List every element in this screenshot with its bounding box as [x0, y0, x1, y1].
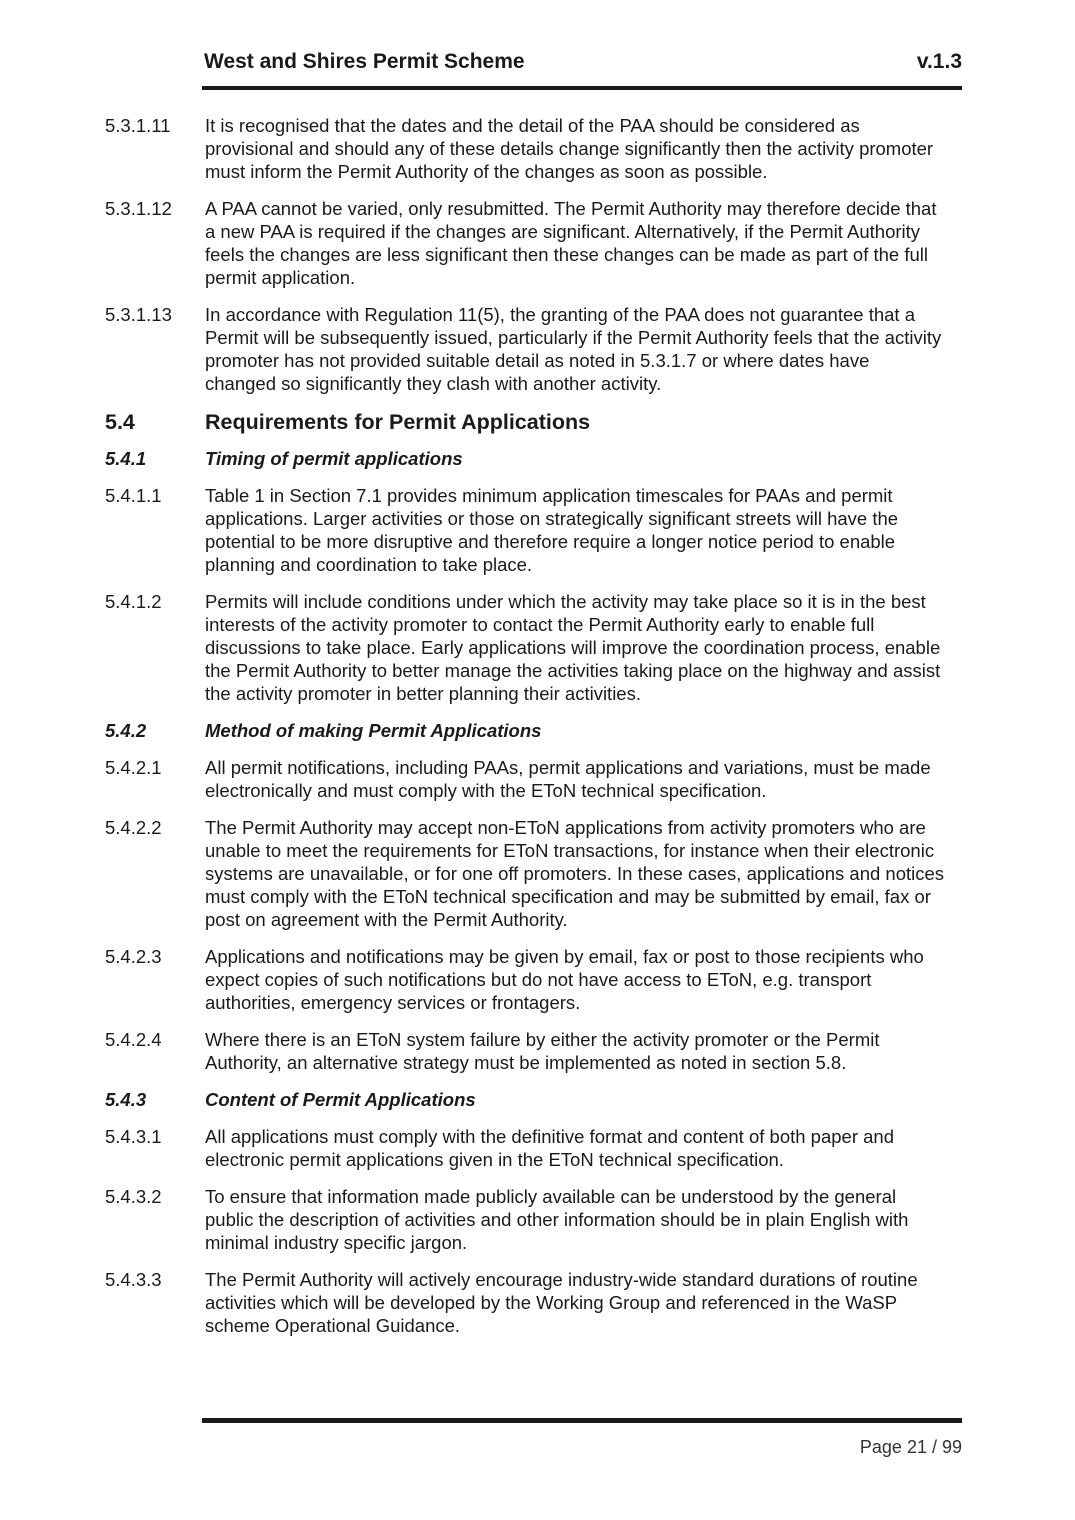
paragraph-number: 5.4.1.2 — [105, 591, 162, 612]
paragraph-5-3-1-13 — [105, 303, 945, 395]
footer-rule — [202, 1418, 962, 1423]
document-version: v.1.3 — [916, 50, 962, 73]
paragraph-5-3-1-12 — [105, 197, 945, 289]
paragraph-number: 5.4.3.1 — [105, 1126, 162, 1147]
paragraph-number: 5.4.2.4 — [105, 1029, 162, 1050]
paragraph-text: In accordance with Regulation 11(5), the granting of the PAA does not guarantee that a Permit will be subsequently issued, particularly if the Permit Authority feels that the activity promoter has not provided suitable detail as noted in 5.3.1.7 or where dates have changed so significantly they clash with another activity. — [205, 304, 942, 394]
header-rule — [202, 86, 962, 90]
paragraph-text: A PAA cannot be varied, only resubmitted. The Permit Authority may therefore decide that a new PAA is required if the changes are significant. Alternatively, if the Permit Authority feels the changes are less significant then these changes can be made as part of the full permit application. — [205, 198, 937, 288]
paragraph-number: 5.3.1.13 — [105, 304, 172, 325]
subsection-heading-5-4-1 — [105, 447, 945, 470]
paragraph-number: 5.4.3.2 — [105, 1186, 162, 1207]
paragraph-text: The Permit Authority may accept non-EToN applications from activity promoters who are unable to meet the requirements for EToN transactions, for instance when their electronic systems are unavailable, or for one off promoters. In these cases, applications and notices must comply with the EToN technical specification and may be submitted by email, fax or post on agreement with the Permit Authority. — [205, 817, 945, 930]
paragraph-5-4-1-1 — [105, 484, 945, 576]
paragraph-number: 5.3.1.12 — [105, 198, 172, 219]
paragraph-number: 5.4.1.1 — [105, 485, 162, 506]
paragraph-5-4-2-1 — [105, 756, 945, 802]
paragraph-number: 5.3.1.11 — [105, 115, 171, 136]
subsection-number: 5.4.2 — [105, 720, 147, 741]
subsection-heading-5-4-3 — [105, 1088, 945, 1111]
paragraph-text: Table 1 in Section 7.1 provides minimum application timescales for PAAs and permit applications. Larger activities or those on strategically significant streets will have the potential to be more disruptive and therefore require a longer notice period to enable planning and coordination to take place. — [205, 485, 899, 575]
paragraph-number: 5.4.3.3 — [105, 1269, 162, 1290]
subsection-title: Method of making Permit Applications — [205, 720, 542, 741]
paragraph-text: The Permit Authority will actively encourage industry-wide standard durations of routine activities which will be developed by the Working Group and referenced in the WaSP scheme Operational Guidance. — [205, 1269, 918, 1336]
paragraph-text: To ensure that information made publicly available can be understood by the general public the description of activities and other information should be in plain English with minimal industry specific jargon. — [205, 1186, 909, 1253]
section-title: Requirements for Permit Applications — [205, 410, 591, 434]
paragraph-text: Applications and notifications may be given by email, fax or post to those recipients who expect copies of such notifications but do not have access to EToN, e.g. transport authorities, emergency services or frontagers. — [205, 946, 924, 1013]
page-number: Page 21 / 99 — [859, 1437, 962, 1457]
paragraph-number: 5.4.2.1 — [105, 757, 162, 778]
paragraph-5-4-2-2 — [105, 816, 945, 931]
paragraph-text: All applications must comply with the definitive format and content of both paper and electronic permit applications given in the EToN technical specification. — [205, 1126, 894, 1170]
paragraph-text: All permit notifications, including PAAs, permit applications and variations, must be made electronically and must comply with the EToN technical specification. — [205, 757, 931, 801]
paragraph-5-4-2-4 — [105, 1028, 945, 1074]
paragraph-5-4-3-1 — [105, 1125, 945, 1171]
paragraph-text: Permits will include conditions under which the activity may take place so it is in the best interests of the activity promoter to contact the Permit Authority early to enable full discussions to take place. Early applications will improve the coordination process, enable the Permit Authority to better manage the activities taking place on the highway and assist the activity promoter in better planning their activities. — [205, 591, 941, 704]
subsection-heading-5-4-2 — [105, 719, 945, 742]
document-body — [105, 114, 945, 1351]
paragraph-5-4-2-3 — [105, 945, 945, 1014]
document-title: West and Shires Permit Scheme — [204, 50, 525, 73]
paragraph-5-3-1-11 — [105, 114, 945, 183]
paragraph-5-4-1-2 — [105, 590, 945, 705]
paragraph-number: 5.4.2.3 — [105, 946, 162, 967]
subsection-number: 5.4.3 — [105, 1089, 147, 1110]
paragraph-text: It is recognised that the dates and the detail of the PAA should be considered as provisional and should any of these details change significantly then the activity promoter must inform the Permit Authority of the changes as soon as possible. — [205, 115, 934, 182]
subsection-title: Timing of permit applications — [205, 448, 463, 469]
section-number: 5.4 — [105, 410, 135, 434]
subsection-title: Content of Permit Applications — [205, 1089, 476, 1110]
paragraph-5-4-3-2 — [105, 1185, 945, 1254]
paragraph-5-4-3-3 — [105, 1268, 945, 1337]
section-heading-5-4 — [105, 409, 945, 435]
page-header — [202, 50, 962, 80]
paragraph-number: 5.4.2.2 — [105, 817, 162, 838]
paragraph-text: Where there is an EToN system failure by either the activity promoter or the Permit Authority, an alternative strategy must be implemented as noted in section 5.8. — [205, 1029, 880, 1073]
subsection-number: 5.4.1 — [105, 448, 147, 469]
